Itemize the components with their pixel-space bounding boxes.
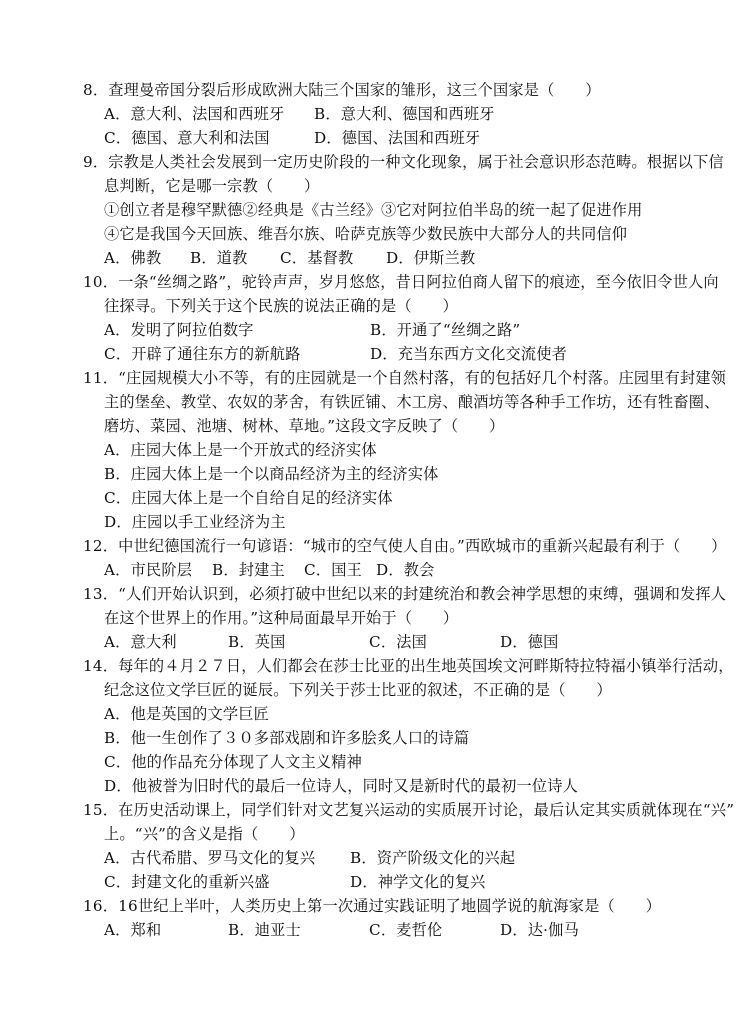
question-13-stem-line: 在这个世界上的作用。”这种局面最早开始于（ ）: [104, 609, 459, 627]
question-11-stem-line: 11．“庄园规模大小不等，有的庄园就是一个自然村落，有的包括好几个村落。庄园里有封建领: [83, 369, 727, 387]
question-9-clue-line: ①创立者是穆罕默德②经典是《古兰经》③它对阿拉伯半岛的统一起了促进作用: [104, 201, 643, 219]
option-b: B．他一生创作了３０多部戏剧和许多脍炙人口的诗篇: [104, 729, 470, 747]
option-c: C．麦哲伦: [369, 921, 443, 939]
option-c: C．德国、意大利和法国: [104, 129, 270, 147]
option-a: A．郑和: [104, 921, 162, 939]
option-a: A．他是英国的文学巨匠: [104, 705, 270, 723]
question-13-stem-line: 13．“人们开始认识到，必须打破中世纪以来的封建统治和教会神学思想的束缚，强调和发挥人: [83, 585, 727, 603]
option-a: A．意大利: [104, 633, 177, 651]
option-a: A．意大利、法国和西班牙: [104, 105, 285, 123]
option-d: D．庄园以手工业经济为主: [104, 513, 286, 531]
option-d: D．教会: [376, 561, 435, 579]
option-c: C．开辟了通往东方的新航路: [104, 345, 301, 363]
option-c: C．国王: [304, 561, 362, 579]
question-15-stem-line: 上。“兴”的含义是指（ ）: [104, 825, 305, 843]
question-14-stem-line: 纪念这位文学巨匠的诞辰。下列关于莎士比亚的叙述，不正确的是（ ）: [104, 681, 612, 699]
option-b: B．迪亚士: [228, 921, 301, 939]
option-b: B．意大利、德国和西班牙: [314, 105, 495, 123]
option-c: C．他的作品充分体现了人文主义精神: [104, 753, 363, 771]
option-d: D．德国: [500, 633, 559, 651]
question-9-stem-line: 9．宗教是人类社会发展到一定历史阶段的一种文化现象，属于社会意识形态范畴。根据以下信: [83, 153, 724, 171]
question-16-stem-line: 16．16世纪上半叶，人类历史上第一次通过实践证明了地圆学说的航海家是（ ）: [83, 897, 662, 915]
question-12-stem-line: 12．中世纪德国流行一句谚语：“城市的空气使人自由。”西欧城市的重新兴起最有利于（ ）: [83, 537, 727, 555]
option-d: D．德国、法国和西班牙: [314, 129, 481, 147]
option-a: A．庄园大体上是一个开放式的经济实体: [104, 441, 377, 459]
question-10-stem-line: 往探寻。下列关于这个民族的说法正确的是（ ）: [104, 297, 458, 315]
option-d: D．充当东西方文化交流使者: [370, 345, 568, 363]
option-b: B．资产阶级文化的兴起: [350, 849, 516, 867]
option-d: D．达·伽马: [500, 921, 579, 939]
question-9-clue-line: ④它是我国今天回族、维吾尔族、哈萨克族等少数民族中大部分人的共同信仰: [104, 225, 628, 243]
option-d: D．神学文化的复兴: [350, 873, 486, 891]
option-a: A．市民阶层: [104, 561, 193, 579]
option-b: B．庄园大体上是一个以商品经济为主的经济实体: [104, 465, 439, 483]
option-a: A．古代希腊、罗马文化的复兴: [104, 849, 316, 867]
question-11-stem-line: 磨坊、菜园、池塘、树林、草地。”这段文字反映了（ ）: [104, 417, 505, 435]
option-b: B．英国: [228, 633, 286, 651]
option-b: B．封建主: [212, 561, 285, 579]
option-b: B．道教: [190, 249, 248, 267]
question-9-stem-line: 息判断，它是哪一宗教（ ）: [104, 177, 320, 195]
option-a: A．佛教: [104, 249, 162, 267]
option-c: C．庄园大体上是一个自给自足的经济实体: [104, 489, 393, 507]
option-c: C．基督教: [280, 249, 354, 267]
option-a: A．发明了阿拉伯数字: [104, 321, 254, 339]
option-d: D．他被誉为旧时代的最后一位诗人，同时又是新时代的最初一位诗人: [104, 777, 579, 795]
question-15-stem-line: 15．在历史活动课上，同学们针对文艺复兴运动的实质展开讨论，最后认定其实质就体现在“兴”: [83, 801, 735, 819]
option-c: C．法国: [369, 633, 427, 651]
question-8-stem-line: 8．查理曼帝国分裂后形成欧洲大陆三个国家的雏形，这三个国家是（ ）: [83, 81, 601, 99]
question-10-stem-line: 10．一条“丝绸之路”，驼铃声声，岁月悠悠，昔日阿拉伯商人留下的痕迹，至今依旧令世人向: [83, 273, 719, 291]
option-c: C．封建文化的重新兴盛: [104, 873, 270, 891]
option-b: B．开通了“丝绸之路”: [370, 321, 521, 339]
question-14-stem-line: 14．每年的４月２７日，人们都会在莎士比亚的出生地英国埃文河畔斯特拉特福小镇举行活动，: [83, 657, 734, 675]
question-11-stem-line: 主的堡垒、教堂、农奴的茅舍，有铁匠铺、木工房、酿酒坊等各种手工作坊，还有牲畜圈、: [104, 393, 720, 411]
option-d: D．伊斯兰教: [386, 249, 476, 267]
